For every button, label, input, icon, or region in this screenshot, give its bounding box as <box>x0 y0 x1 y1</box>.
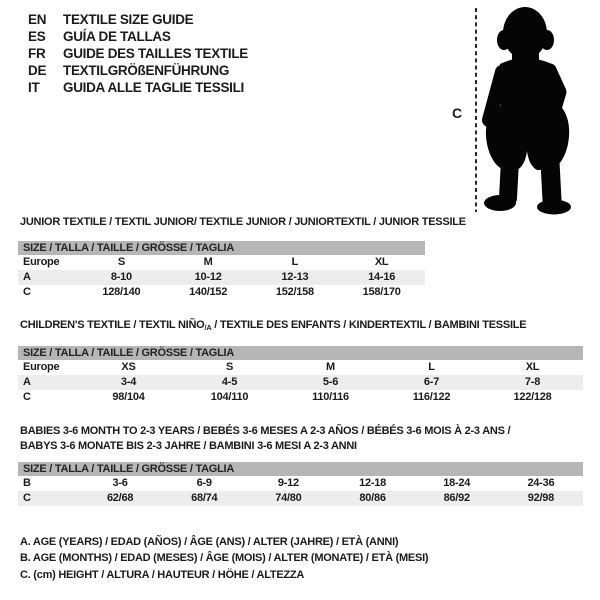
size-cell: 14-16 <box>368 271 396 283</box>
language-row-it <box>28 79 248 96</box>
row-label: A <box>23 376 31 388</box>
row-label: C <box>23 286 31 298</box>
children-size-table <box>18 346 583 405</box>
size-cell: 24-36 <box>527 477 555 489</box>
language-label: GUÍA DE TALLAS <box>63 29 171 44</box>
language-code: FR <box>28 46 46 61</box>
legend-line-a: A. AGE (YEARS) / EDAD (AÑOS) / ÂGE (ANS) / ALTER (JAHRE) / ETÀ (ANNI) <box>20 536 399 548</box>
size-cell: 9-12 <box>277 477 299 489</box>
size-cell: 140/152 <box>189 286 228 298</box>
language-row-fr <box>28 45 248 62</box>
size-header: SIZE / TALLA / TAILLE / GRÖSSE / TAGLIA <box>18 241 425 255</box>
size-header-row <box>18 462 583 476</box>
size-header-row <box>18 346 583 360</box>
table-row-age <box>18 375 583 390</box>
size-cell: 158/170 <box>362 286 401 298</box>
legend-line-b: B. AGE (MONTHS) / EDAD (MESES) / ÂGE (MOIS) / ALTER (MONATE) / ETÀ (MESI) <box>20 552 429 565</box>
size-cell: 3-6 <box>112 477 128 489</box>
height-measure-label: C <box>452 105 463 121</box>
measure-legend <box>20 534 428 583</box>
size-cell: 86/92 <box>443 492 470 504</box>
size-cell: 128/140 <box>102 286 141 298</box>
size-cell: 68/74 <box>191 492 218 504</box>
size-cell: 5-6 <box>322 376 339 388</box>
language-label: TEXTILGRÖßENFÜHRUNG <box>63 63 230 78</box>
size-cell: 7-8 <box>524 376 541 388</box>
size-cell: 10-12 <box>194 271 222 283</box>
size-cell: 92/98 <box>527 492 555 504</box>
babies-title-line1: BABIES 3-6 MONTH TO 2-3 YEARS / BEBÉS 3-6 MESES A 2-3 AÑOS / BÉBÉS 3-6 MOIS À 2-3 ANS / <box>20 425 511 437</box>
junior-table-title: JUNIOR TEXTILE / TEXTIL JUNIOR/ TEXTILE JUNIOR / JUNIORTEXTIL / JUNIOR TESSILE <box>20 216 466 228</box>
junior-size-table <box>18 241 425 300</box>
language-label: TEXTILE SIZE GUIDE <box>63 12 194 27</box>
size-cell: 18-24 <box>443 477 471 489</box>
size-cell: S <box>117 256 125 268</box>
size-cell: 80/86 <box>359 492 386 504</box>
language-code: EN <box>28 12 47 27</box>
size-cell: 104/110 <box>210 391 249 403</box>
size-cell: 12-18 <box>359 477 386 489</box>
row-label: C <box>23 391 31 403</box>
toddler-silhouette-figure <box>440 0 600 215</box>
size-cell: 152/158 <box>275 286 314 298</box>
language-code: DE <box>28 63 47 78</box>
language-label: GUIDA ALLE TAGLIE TESSILI <box>63 80 244 95</box>
table-row-europe <box>18 255 425 270</box>
language-code: ES <box>28 29 46 44</box>
table-row-months <box>18 476 583 491</box>
size-cell: 6-7 <box>423 376 440 388</box>
legend-line-c: C. (cm) HEIGHT / ALTURA / HAUTEUR / HÖHE / ALTEZZA <box>20 568 305 581</box>
language-list <box>28 11 248 96</box>
size-cell: XL <box>374 256 389 268</box>
size-cell: 98/104 <box>112 391 145 403</box>
size-header: SIZE / TALLA / TAILLE / GRÖSSE / TAGLIA <box>18 462 583 476</box>
size-cell: XS <box>121 361 136 373</box>
size-cell: M <box>326 361 335 373</box>
toddler-silhouette-shape <box>484 7 571 215</box>
language-label: GUIDE DES TAILLES TEXTILE <box>63 46 249 61</box>
size-cell: S <box>225 361 234 373</box>
table-row-height <box>18 285 425 300</box>
size-cell: 62/68 <box>106 492 134 504</box>
language-row-es <box>28 28 248 45</box>
size-cell: 74/80 <box>275 492 302 504</box>
size-cell: XL <box>525 361 540 373</box>
table-row-height <box>18 390 583 405</box>
size-header-row <box>18 241 425 255</box>
language-row-de <box>28 62 248 79</box>
children-title-text: / TEXTILE DES ENFANTS / KINDERTEXTIL / BAMBINI TESSILE <box>211 319 527 331</box>
size-cell: 4-5 <box>221 376 238 388</box>
table-row-europe <box>18 360 583 375</box>
row-label: Europe <box>23 256 60 268</box>
row-label: B <box>23 477 31 489</box>
babies-size-table <box>18 462 583 506</box>
size-cell: 116/122 <box>412 391 451 403</box>
size-header: SIZE / TALLA / TAILLE / GRÖSSE / TAGLIA <box>18 346 583 360</box>
size-cell: L <box>428 361 435 373</box>
children-title-subscript: /A <box>204 323 212 332</box>
size-cell: 6-9 <box>196 477 212 489</box>
row-label: A <box>23 271 31 283</box>
size-cell: 110/116 <box>312 391 349 403</box>
language-code: IT <box>28 80 40 95</box>
table-row-age <box>18 270 425 285</box>
children-title-text: CHILDREN'S TEXTILE / TEXTIL NIÑO <box>20 319 205 331</box>
size-cell: 8-10 <box>110 271 132 283</box>
size-cell: 122/128 <box>513 391 552 403</box>
row-label: C <box>23 492 31 504</box>
language-row-en <box>28 11 248 28</box>
babies-table-title <box>20 424 510 454</box>
table-row-height <box>18 491 583 506</box>
row-label: Europe <box>23 361 60 373</box>
children-table-title <box>20 319 526 332</box>
size-cell: M <box>203 256 213 268</box>
size-cell: L <box>291 256 299 268</box>
size-cell: 3-4 <box>120 376 137 388</box>
size-cell: 12-13 <box>281 271 309 283</box>
babies-title-line2: BABYS 3-6 MONATE BIS 2-3 JAHRE / BAMBINI 3-6 MESI A 2-3 ANNI <box>20 440 357 452</box>
